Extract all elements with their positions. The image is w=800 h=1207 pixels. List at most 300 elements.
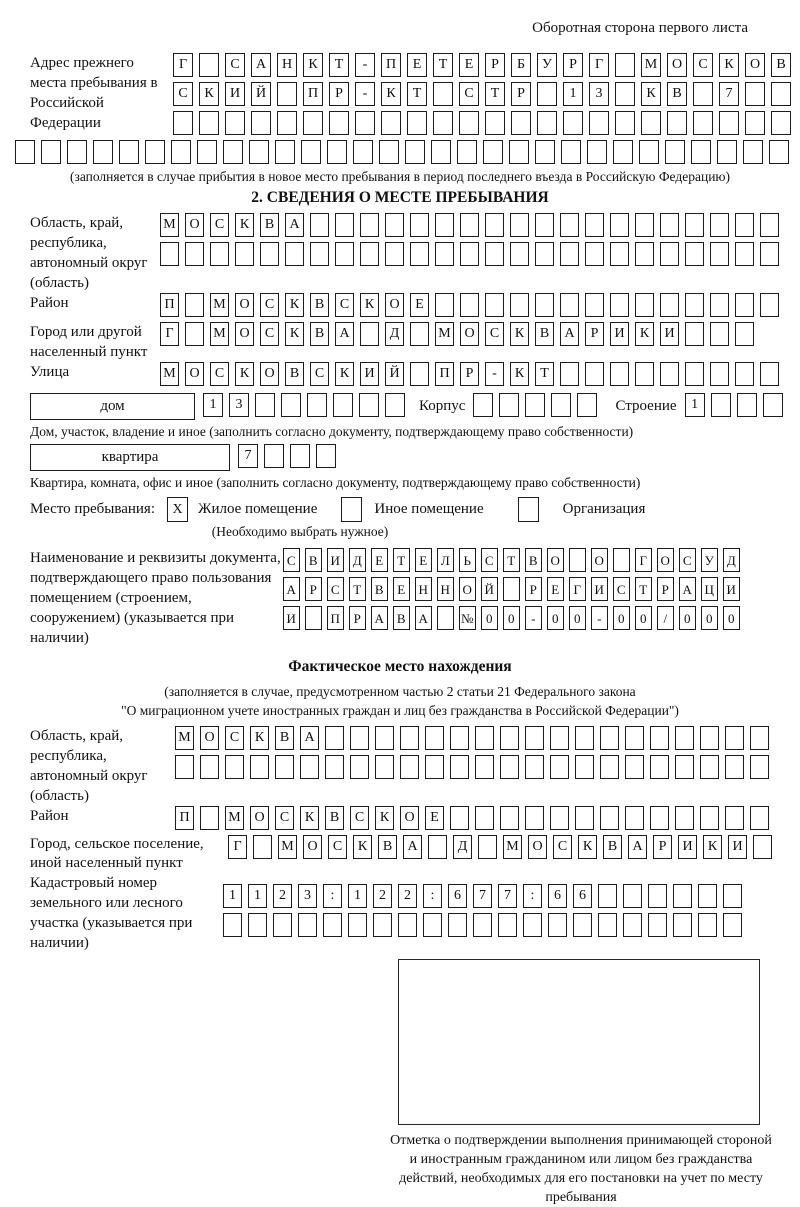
char-cell[interactable]: Л bbox=[437, 548, 454, 572]
char-cell[interactable] bbox=[423, 913, 442, 937]
char-cell[interactable]: Д bbox=[723, 548, 740, 572]
char-cell[interactable] bbox=[725, 755, 744, 779]
char-cell[interactable] bbox=[510, 242, 529, 266]
char-cell[interactable] bbox=[475, 806, 494, 830]
char-cell[interactable] bbox=[737, 393, 757, 417]
char-cell[interactable]: О bbox=[657, 548, 674, 572]
char-cell[interactable] bbox=[410, 213, 429, 237]
char-cell[interactable] bbox=[537, 82, 557, 106]
char-cell[interactable]: О bbox=[200, 726, 219, 750]
char-cell[interactable]: 0 bbox=[569, 606, 586, 630]
char-cell[interactable] bbox=[473, 393, 493, 417]
char-cell[interactable] bbox=[725, 726, 744, 750]
char-cell[interactable] bbox=[585, 293, 604, 317]
char-cell[interactable] bbox=[700, 806, 719, 830]
char-cell[interactable] bbox=[459, 111, 479, 135]
char-cell[interactable]: О bbox=[591, 548, 608, 572]
char-cell[interactable]: К bbox=[199, 82, 219, 106]
char-cell[interactable]: А bbox=[371, 606, 388, 630]
char-cell[interactable] bbox=[710, 293, 729, 317]
char-cell[interactable] bbox=[763, 393, 783, 417]
char-cell[interactable] bbox=[253, 835, 272, 859]
char-cell[interactable]: В bbox=[310, 322, 329, 346]
char-cell[interactable]: О bbox=[667, 53, 687, 77]
char-cell[interactable]: И bbox=[610, 322, 629, 346]
char-cell[interactable] bbox=[379, 140, 399, 164]
char-cell[interactable] bbox=[290, 444, 310, 468]
char-cell[interactable]: Д bbox=[349, 548, 366, 572]
char-cell[interactable]: К bbox=[635, 322, 654, 346]
char-cell[interactable] bbox=[175, 755, 194, 779]
char-cell[interactable]: К bbox=[235, 362, 254, 386]
char-cell[interactable] bbox=[381, 111, 401, 135]
char-cell[interactable] bbox=[675, 806, 694, 830]
char-cell[interactable]: 2 bbox=[398, 884, 417, 908]
char-cell[interactable]: Д bbox=[453, 835, 472, 859]
char-cell[interactable]: Е bbox=[371, 548, 388, 572]
char-cell[interactable]: А bbox=[628, 835, 647, 859]
char-cell[interactable] bbox=[693, 82, 713, 106]
char-cell[interactable] bbox=[760, 362, 779, 386]
char-cell[interactable] bbox=[303, 111, 323, 135]
char-cell[interactable] bbox=[623, 913, 642, 937]
char-cell[interactable]: У bbox=[537, 53, 557, 77]
char-cell[interactable] bbox=[348, 913, 367, 937]
char-cell[interactable] bbox=[535, 242, 554, 266]
char-cell[interactable] bbox=[251, 111, 271, 135]
char-cell[interactable] bbox=[598, 913, 617, 937]
char-cell[interactable] bbox=[510, 293, 529, 317]
char-cell[interactable]: С bbox=[260, 293, 279, 317]
char-cell[interactable]: 0 bbox=[635, 606, 652, 630]
char-cell[interactable]: 0 bbox=[701, 606, 718, 630]
char-cell[interactable] bbox=[550, 806, 569, 830]
char-cell[interactable] bbox=[635, 242, 654, 266]
char-cell[interactable] bbox=[160, 242, 179, 266]
char-cell[interactable]: Р bbox=[585, 322, 604, 346]
char-cell[interactable] bbox=[277, 111, 297, 135]
char-cell[interactable]: Т bbox=[485, 82, 505, 106]
char-cell[interactable] bbox=[264, 444, 284, 468]
char-cell[interactable]: - bbox=[525, 606, 542, 630]
char-cell[interactable] bbox=[585, 242, 604, 266]
char-cell[interactable] bbox=[585, 213, 604, 237]
char-cell[interactable]: К bbox=[703, 835, 722, 859]
char-cell[interactable] bbox=[600, 806, 619, 830]
char-cell[interactable] bbox=[660, 293, 679, 317]
char-cell[interactable]: К bbox=[510, 322, 529, 346]
char-cell[interactable]: А bbox=[560, 322, 579, 346]
char-cell[interactable] bbox=[525, 393, 545, 417]
char-cell[interactable]: О bbox=[235, 293, 254, 317]
char-cell[interactable] bbox=[615, 111, 635, 135]
char-cell[interactable] bbox=[615, 82, 635, 106]
char-cell[interactable] bbox=[475, 726, 494, 750]
char-cell[interactable]: И bbox=[591, 577, 608, 601]
char-cell[interactable] bbox=[281, 393, 301, 417]
char-cell[interactable]: Т bbox=[407, 82, 427, 106]
char-cell[interactable]: В bbox=[535, 322, 554, 346]
char-cell[interactable] bbox=[710, 322, 729, 346]
char-cell[interactable] bbox=[185, 242, 204, 266]
char-cell[interactable]: П bbox=[381, 53, 401, 77]
char-cell[interactable] bbox=[300, 755, 319, 779]
char-cell[interactable]: В bbox=[393, 606, 410, 630]
char-cell[interactable] bbox=[235, 242, 254, 266]
char-cell[interactable] bbox=[711, 393, 731, 417]
char-cell[interactable]: Д bbox=[385, 322, 404, 346]
char-cell[interactable] bbox=[185, 322, 204, 346]
char-cell[interactable]: П bbox=[175, 806, 194, 830]
char-cell[interactable]: Н bbox=[277, 53, 297, 77]
char-cell[interactable] bbox=[511, 111, 531, 135]
char-cell[interactable]: Р bbox=[485, 53, 505, 77]
char-cell[interactable] bbox=[710, 213, 729, 237]
char-cell[interactable] bbox=[310, 242, 329, 266]
char-cell[interactable] bbox=[437, 606, 454, 630]
char-cell[interactable] bbox=[510, 213, 529, 237]
char-cell[interactable] bbox=[171, 140, 191, 164]
char-cell[interactable] bbox=[769, 140, 789, 164]
char-cell[interactable] bbox=[698, 884, 717, 908]
char-cell[interactable]: П bbox=[160, 293, 179, 317]
char-cell[interactable] bbox=[750, 726, 769, 750]
char-cell[interactable]: Г bbox=[160, 322, 179, 346]
char-cell[interactable] bbox=[660, 362, 679, 386]
char-cell[interactable]: М bbox=[225, 806, 244, 830]
char-cell[interactable]: В bbox=[285, 362, 304, 386]
char-cell[interactable]: 3 bbox=[229, 393, 249, 417]
char-cell[interactable]: Н bbox=[415, 577, 432, 601]
char-cell[interactable]: М bbox=[503, 835, 522, 859]
char-cell[interactable]: - bbox=[591, 606, 608, 630]
char-cell[interactable] bbox=[223, 913, 242, 937]
char-cell[interactable]: 2 bbox=[273, 884, 292, 908]
char-cell[interactable] bbox=[359, 393, 379, 417]
char-cell[interactable] bbox=[575, 755, 594, 779]
char-cell[interactable]: М bbox=[175, 726, 194, 750]
char-cell[interactable]: С bbox=[459, 82, 479, 106]
char-cell[interactable]: М bbox=[160, 213, 179, 237]
char-cell[interactable]: М bbox=[160, 362, 179, 386]
char-cell[interactable]: С bbox=[481, 548, 498, 572]
char-cell[interactable]: Е bbox=[393, 577, 410, 601]
char-cell[interactable] bbox=[613, 140, 633, 164]
char-cell[interactable] bbox=[551, 393, 571, 417]
char-cell[interactable]: В bbox=[603, 835, 622, 859]
char-cell[interactable]: А bbox=[335, 322, 354, 346]
char-cell[interactable]: 0 bbox=[723, 606, 740, 630]
char-cell[interactable] bbox=[457, 140, 477, 164]
char-cell[interactable] bbox=[723, 884, 742, 908]
char-cell[interactable]: 6 bbox=[448, 884, 467, 908]
char-cell[interactable]: К bbox=[360, 293, 379, 317]
char-cell[interactable] bbox=[185, 293, 204, 317]
char-cell[interactable]: А bbox=[283, 577, 300, 601]
char-cell[interactable] bbox=[648, 913, 667, 937]
char-cell[interactable] bbox=[260, 242, 279, 266]
char-cell[interactable]: Р bbox=[657, 577, 674, 601]
char-cell[interactable] bbox=[535, 213, 554, 237]
char-cell[interactable] bbox=[199, 53, 219, 77]
char-cell[interactable]: П bbox=[327, 606, 344, 630]
char-cell[interactable] bbox=[200, 755, 219, 779]
char-cell[interactable]: 1 bbox=[223, 884, 242, 908]
char-cell[interactable]: К bbox=[250, 726, 269, 750]
char-cell[interactable]: В bbox=[275, 726, 294, 750]
char-cell[interactable] bbox=[700, 755, 719, 779]
char-cell[interactable]: К bbox=[641, 82, 661, 106]
char-cell[interactable]: И bbox=[728, 835, 747, 859]
char-cell[interactable] bbox=[650, 806, 669, 830]
char-cell[interactable] bbox=[550, 755, 569, 779]
char-cell[interactable]: В bbox=[310, 293, 329, 317]
char-cell[interactable]: У bbox=[701, 548, 718, 572]
char-cell[interactable]: С bbox=[210, 213, 229, 237]
char-cell[interactable]: Ь bbox=[459, 548, 476, 572]
char-cell[interactable]: 1 bbox=[203, 393, 223, 417]
char-cell[interactable] bbox=[710, 242, 729, 266]
char-cell[interactable]: К bbox=[381, 82, 401, 106]
char-cell[interactable] bbox=[350, 755, 369, 779]
char-cell[interactable] bbox=[639, 140, 659, 164]
char-cell[interactable] bbox=[525, 806, 544, 830]
char-cell[interactable]: С bbox=[275, 806, 294, 830]
char-cell[interactable] bbox=[698, 913, 717, 937]
char-cell[interactable] bbox=[373, 913, 392, 937]
char-cell[interactable] bbox=[615, 53, 635, 77]
char-cell[interactable] bbox=[613, 548, 630, 572]
char-cell[interactable] bbox=[325, 726, 344, 750]
char-cell[interactable] bbox=[525, 726, 544, 750]
char-cell[interactable]: С bbox=[260, 322, 279, 346]
char-cell[interactable] bbox=[398, 913, 417, 937]
char-cell[interactable] bbox=[435, 213, 454, 237]
char-cell[interactable]: Т bbox=[433, 53, 453, 77]
char-cell[interactable] bbox=[500, 755, 519, 779]
char-cell[interactable]: 0 bbox=[547, 606, 564, 630]
char-cell[interactable] bbox=[400, 726, 419, 750]
char-cell[interactable]: Й bbox=[385, 362, 404, 386]
char-cell[interactable] bbox=[301, 140, 321, 164]
char-cell[interactable]: 1 bbox=[248, 884, 267, 908]
char-cell[interactable]: С bbox=[693, 53, 713, 77]
char-cell[interactable]: К bbox=[578, 835, 597, 859]
char-cell[interactable]: О bbox=[459, 577, 476, 601]
char-cell[interactable] bbox=[575, 806, 594, 830]
char-cell[interactable]: Р bbox=[329, 82, 349, 106]
char-cell[interactable] bbox=[503, 577, 520, 601]
char-cell[interactable]: О bbox=[400, 806, 419, 830]
char-cell[interactable]: Н bbox=[437, 577, 454, 601]
char-cell[interactable]: К bbox=[285, 293, 304, 317]
char-cell[interactable] bbox=[587, 140, 607, 164]
char-cell[interactable] bbox=[307, 393, 327, 417]
char-cell[interactable] bbox=[610, 242, 629, 266]
char-cell[interactable] bbox=[525, 755, 544, 779]
char-cell[interactable]: О bbox=[528, 835, 547, 859]
char-cell[interactable]: Й bbox=[481, 577, 498, 601]
char-cell[interactable] bbox=[435, 293, 454, 317]
char-cell[interactable]: И bbox=[327, 548, 344, 572]
char-cell[interactable]: 7 bbox=[498, 884, 517, 908]
char-cell[interactable] bbox=[610, 362, 629, 386]
char-cell[interactable]: Т bbox=[329, 53, 349, 77]
char-cell[interactable] bbox=[561, 140, 581, 164]
char-cell[interactable] bbox=[248, 913, 267, 937]
char-cell[interactable]: С bbox=[310, 362, 329, 386]
char-cell[interactable] bbox=[623, 884, 642, 908]
char-cell[interactable] bbox=[333, 393, 353, 417]
char-cell[interactable] bbox=[433, 111, 453, 135]
char-cell[interactable]: С bbox=[485, 322, 504, 346]
char-cell[interactable]: Е bbox=[410, 293, 429, 317]
char-cell[interactable]: : bbox=[423, 884, 442, 908]
char-cell[interactable] bbox=[249, 140, 269, 164]
char-cell[interactable]: С bbox=[283, 548, 300, 572]
char-cell[interactable] bbox=[498, 913, 517, 937]
char-cell[interactable]: 1 bbox=[348, 884, 367, 908]
char-cell[interactable] bbox=[433, 82, 453, 106]
char-cell[interactable] bbox=[575, 726, 594, 750]
char-cell[interactable]: О bbox=[260, 362, 279, 386]
char-cell[interactable]: М bbox=[278, 835, 297, 859]
char-cell[interactable] bbox=[635, 293, 654, 317]
char-cell[interactable]: С bbox=[225, 53, 245, 77]
char-cell[interactable] bbox=[648, 884, 667, 908]
char-cell[interactable] bbox=[685, 213, 704, 237]
char-cell[interactable]: 3 bbox=[298, 884, 317, 908]
char-cell[interactable] bbox=[660, 242, 679, 266]
char-cell[interactable]: Г bbox=[569, 577, 586, 601]
char-cell[interactable] bbox=[255, 393, 275, 417]
char-cell[interactable]: И bbox=[225, 82, 245, 106]
char-cell[interactable] bbox=[771, 111, 791, 135]
char-cell[interactable]: П bbox=[303, 82, 323, 106]
char-cell[interactable]: 0 bbox=[481, 606, 498, 630]
char-cell[interactable] bbox=[675, 755, 694, 779]
char-cell[interactable] bbox=[407, 111, 427, 135]
char-cell[interactable] bbox=[431, 140, 451, 164]
char-cell[interactable]: К bbox=[300, 806, 319, 830]
char-cell[interactable] bbox=[225, 111, 245, 135]
char-cell[interactable] bbox=[600, 755, 619, 779]
char-cell[interactable]: И bbox=[678, 835, 697, 859]
char-cell[interactable]: 1 bbox=[563, 82, 583, 106]
char-cell[interactable] bbox=[673, 913, 692, 937]
char-cell[interactable] bbox=[435, 242, 454, 266]
char-cell[interactable] bbox=[327, 140, 347, 164]
char-cell[interactable] bbox=[650, 755, 669, 779]
char-cell[interactable] bbox=[478, 835, 497, 859]
char-cell[interactable] bbox=[355, 111, 375, 135]
char-cell[interactable] bbox=[760, 242, 779, 266]
char-cell[interactable]: Г bbox=[635, 548, 652, 572]
char-cell[interactable] bbox=[710, 362, 729, 386]
char-cell[interactable]: О bbox=[745, 53, 765, 77]
char-cell[interactable]: С bbox=[350, 806, 369, 830]
char-cell[interactable]: Р bbox=[349, 606, 366, 630]
char-cell[interactable] bbox=[310, 213, 329, 237]
char-cell[interactable]: С bbox=[173, 82, 193, 106]
char-cell[interactable] bbox=[360, 213, 379, 237]
char-cell[interactable]: М bbox=[210, 293, 229, 317]
char-cell[interactable]: - bbox=[355, 53, 375, 77]
char-cell[interactable] bbox=[560, 362, 579, 386]
char-cell[interactable] bbox=[448, 913, 467, 937]
char-cell[interactable] bbox=[750, 755, 769, 779]
char-cell[interactable] bbox=[197, 140, 217, 164]
char-cell[interactable] bbox=[41, 140, 61, 164]
char-cell[interactable] bbox=[485, 213, 504, 237]
char-cell[interactable]: - bbox=[355, 82, 375, 106]
char-cell[interactable] bbox=[745, 111, 765, 135]
char-cell[interactable]: Р bbox=[511, 82, 531, 106]
char-cell[interactable]: П bbox=[435, 362, 454, 386]
char-cell[interactable]: С bbox=[210, 362, 229, 386]
char-cell[interactable] bbox=[535, 293, 554, 317]
char-cell[interactable]: С bbox=[613, 577, 630, 601]
char-cell[interactable]: В bbox=[667, 82, 687, 106]
char-cell[interactable] bbox=[753, 835, 772, 859]
char-cell[interactable]: С bbox=[335, 293, 354, 317]
char-cell[interactable] bbox=[585, 362, 604, 386]
char-cell[interactable] bbox=[600, 726, 619, 750]
char-cell[interactable]: К bbox=[375, 806, 394, 830]
char-cell[interactable] bbox=[635, 213, 654, 237]
char-cell[interactable] bbox=[410, 362, 429, 386]
char-cell[interactable]: А bbox=[415, 606, 432, 630]
char-cell[interactable] bbox=[675, 726, 694, 750]
char-cell[interactable]: Й bbox=[251, 82, 271, 106]
char-cell[interactable] bbox=[400, 755, 419, 779]
char-cell[interactable] bbox=[335, 213, 354, 237]
char-cell[interactable] bbox=[537, 111, 557, 135]
char-cell[interactable] bbox=[577, 393, 597, 417]
char-cell[interactable]: Т bbox=[393, 548, 410, 572]
char-cell[interactable]: И bbox=[660, 322, 679, 346]
char-cell[interactable]: Е bbox=[415, 548, 432, 572]
char-cell[interactable]: О bbox=[385, 293, 404, 317]
char-cell[interactable] bbox=[735, 322, 754, 346]
char-cell[interactable] bbox=[760, 213, 779, 237]
char-cell[interactable]: О bbox=[185, 213, 204, 237]
char-cell[interactable] bbox=[745, 82, 765, 106]
char-cell[interactable]: К bbox=[510, 362, 529, 386]
char-cell[interactable]: О bbox=[250, 806, 269, 830]
char-cell[interactable]: 7 bbox=[719, 82, 739, 106]
char-cell[interactable] bbox=[375, 726, 394, 750]
char-cell[interactable] bbox=[548, 913, 567, 937]
char-cell[interactable] bbox=[573, 913, 592, 937]
char-cell[interactable] bbox=[250, 755, 269, 779]
char-cell[interactable] bbox=[425, 726, 444, 750]
char-cell[interactable]: Т bbox=[535, 362, 554, 386]
char-cell[interactable]: Р bbox=[305, 577, 322, 601]
char-cell[interactable]: - bbox=[485, 362, 504, 386]
char-cell[interactable] bbox=[223, 140, 243, 164]
char-cell[interactable] bbox=[750, 806, 769, 830]
char-cell[interactable]: В bbox=[325, 806, 344, 830]
char-cell[interactable] bbox=[550, 726, 569, 750]
char-cell[interactable]: К bbox=[303, 53, 323, 77]
char-cell[interactable]: 1 bbox=[685, 393, 705, 417]
char-cell[interactable] bbox=[693, 111, 713, 135]
char-cell[interactable]: 7 bbox=[473, 884, 492, 908]
char-cell[interactable] bbox=[298, 913, 317, 937]
char-cell[interactable]: 3 bbox=[589, 82, 609, 106]
char-cell[interactable] bbox=[685, 362, 704, 386]
